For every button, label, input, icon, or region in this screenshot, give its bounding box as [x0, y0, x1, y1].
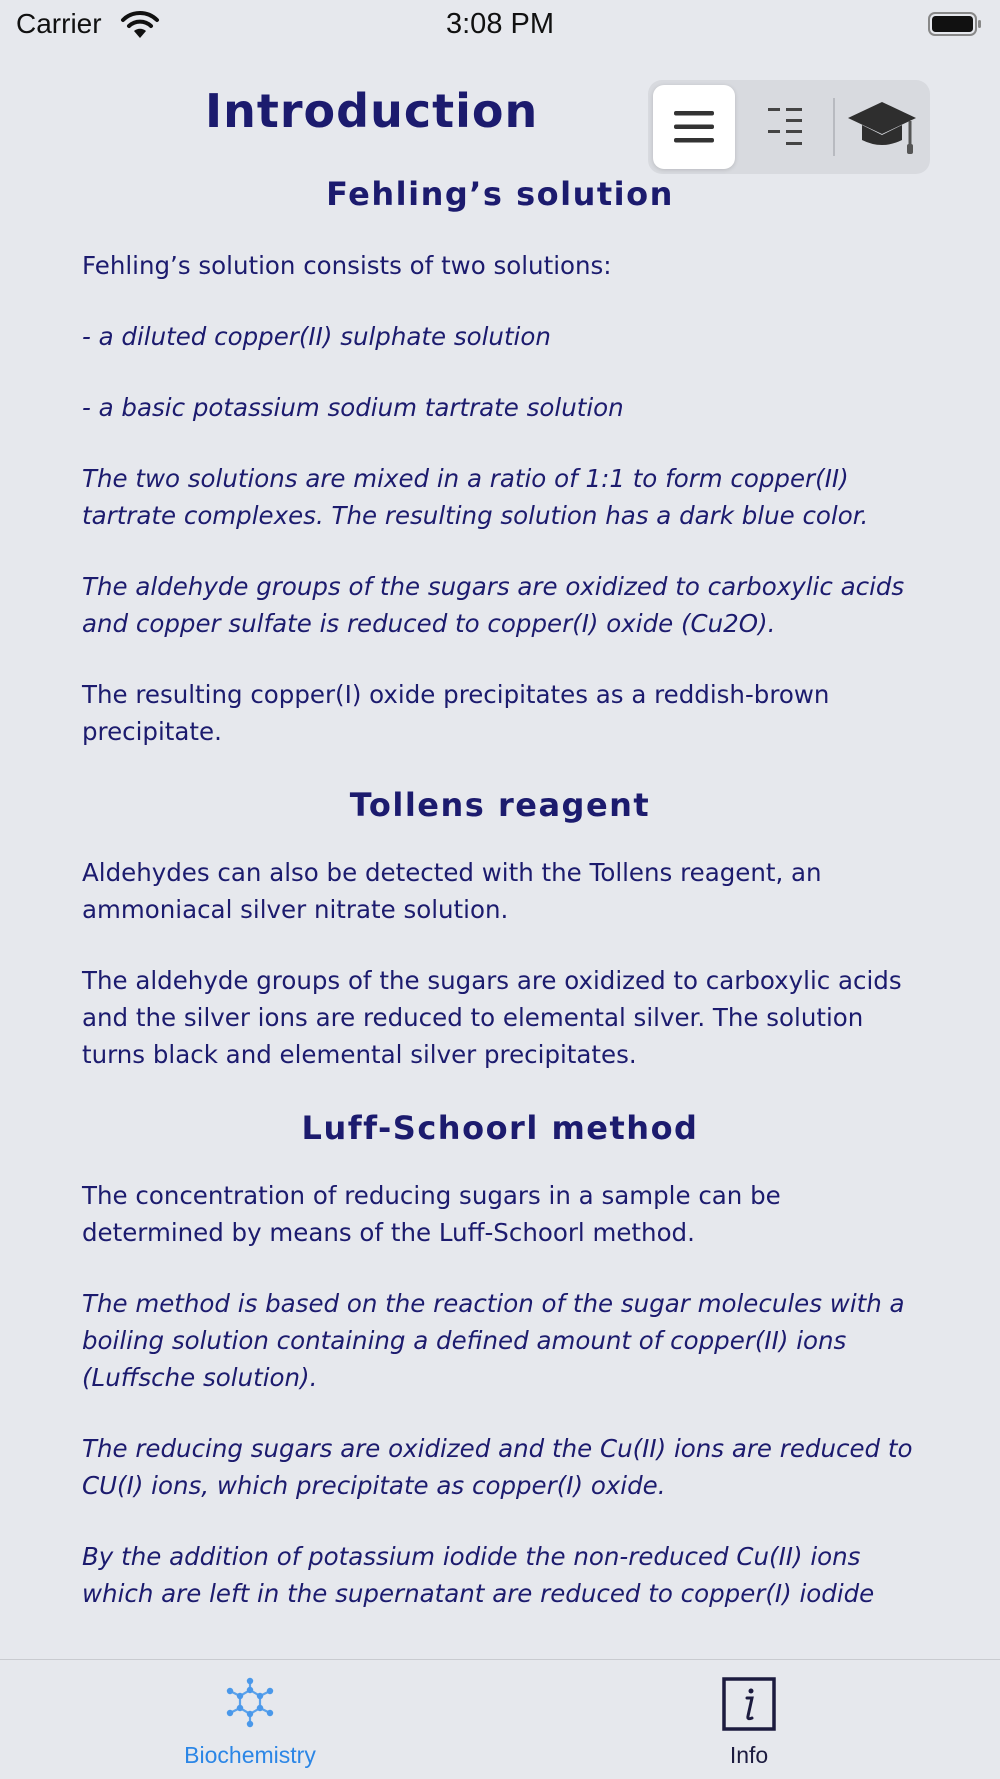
paragraph: The reducing sugars are oxidized and the Cu(II) ions are reduced to CU(I) ions, which precipitate as copper(I) oxide. — [82, 1434, 913, 1500]
tab-info[interactable] — [624, 1676, 874, 1769]
battery-icon — [928, 12, 982, 36]
segment-list[interactable] — [653, 85, 735, 169]
graduation-cap-icon — [846, 96, 918, 158]
paragraph: The two solutions are mixed in a ratio of 1:1 to form copper(II) tartrate complexes. The resulting solution has a dark blue color. — [82, 464, 869, 530]
paragraph: The resulting copper(I) oxide precipitates as a reddish-brown precipitate. — [82, 680, 830, 746]
section-heading-luff-schoorl: Luff-Schoorl method — [301, 1109, 699, 1147]
status-bar — [0, 0, 1000, 50]
paragraph: The aldehyde groups of the sugars are oxidized to carboxylic acids and copper sulfate is reduced to copper(I) oxide (Cu2O). — [82, 572, 905, 638]
tab-info-label: Info — [729, 1742, 769, 1768]
list-icon — [672, 108, 716, 146]
tab-biochemistry[interactable] — [125, 1676, 375, 1769]
paragraph: - a basic potassium sodium tartrate solution — [82, 393, 624, 422]
carrier-label: Carrier — [16, 8, 102, 39]
view-mode-segmented-control — [648, 80, 930, 174]
paragraph: The concentration of reducing sugars in a sample can be determined by means of the Luff-Schoorl method. — [82, 1181, 781, 1247]
paragraph: Aldehydes can also be detected with the Tollens reagent, an ammoniacal silver nitrate solution. — [82, 858, 822, 924]
tab-bar — [0, 1659, 1000, 1779]
paragraph: The aldehyde groups of the sugars are oxidized to carboxylic acids and the silver ions are reduced to elemental silver. The solution turns black and elemental silver precipitates. — [82, 966, 902, 1069]
section-heading-fehling: Fehling’s solution — [326, 175, 674, 213]
segment-quiz[interactable] — [841, 85, 923, 169]
paragraph: By the addition of potassium iodide the non-reduced Cu(II) ions which are left in the supernatant are reduced to copper(I) iodide — [82, 1542, 875, 1608]
paragraph: - a diluted copper(II) sulphate solution — [82, 322, 551, 351]
clock: 3:08 PM — [446, 8, 554, 40]
outline-list-icon — [766, 105, 806, 149]
page-title: Introduction — [205, 84, 539, 138]
paragraph: Fehling’s solution consists of two solutions: — [82, 251, 612, 280]
paragraph: The method is based on the reaction of the sugar molecules with a boiling solution containing a defined amount of copper(II) ions (Luffsche solution). — [82, 1289, 905, 1392]
content-scroll-view[interactable] — [82, 175, 922, 1646]
info-icon — [721, 1676, 777, 1732]
tab-biochemistry-label: Biochemistry — [184, 1742, 316, 1768]
section-heading-tollens: Tollens reagent — [349, 786, 651, 824]
segment-outline[interactable] — [745, 85, 827, 169]
segment-divider — [833, 98, 835, 156]
molecule-icon — [224, 1676, 276, 1732]
